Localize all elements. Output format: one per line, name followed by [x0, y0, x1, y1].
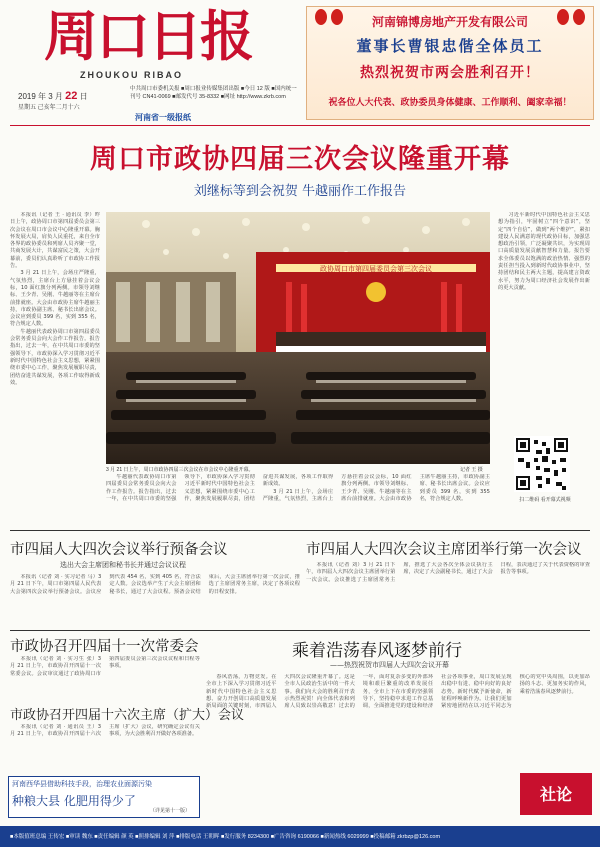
photo-credit: 记者 王 摄 — [460, 467, 483, 473]
divider — [10, 630, 590, 631]
divider — [10, 530, 590, 531]
promo-banner-title: 种粮大县 化肥用得少了 — [12, 794, 136, 808]
conference-hall-photo — [106, 212, 490, 464]
lead-subhead: 刘继标等到会祝贺 牛越丽作工作报告 — [193, 184, 407, 199]
ad-company: 河南锦博房地产开发有限公司 — [371, 15, 528, 29]
editorial-title[interactable]: 乘着浩荡春风逐梦前行 — [292, 641, 462, 661]
divider — [10, 125, 590, 126]
story-subtitle: 选出大会主席团和秘书长并通过会议议程 — [60, 561, 186, 569]
editorial-label: 社论 — [540, 785, 573, 804]
masthead-issue: 星期五 己亥年二月十六 — [18, 105, 80, 111]
date-day: 22 — [65, 90, 78, 102]
editorial-subtitle: ——热烈祝贺市四届人大四次会议开幕 — [330, 661, 449, 669]
story-body: 本报讯（记者 刘 · 实习记者 马）3 月 21 日下午，周口市第四届人民代表大会第四次会议举行预备会议。会议应到代表 454 名，实到 405 名，符合法定人数。会议选举产生了大会主席团和秘书长，通过了大会议程。预备会议结束后，大会主席团举行第一次会议，推选了主席团常务主席，决定了各项议程的日程安排。 — [10, 574, 300, 595]
story-title[interactable]: 市四届人大四次会议举行预备会议 — [10, 542, 228, 558]
masthead-badge: 河南省一级报纸 — [135, 113, 191, 122]
date-prefix: 2019 年 3 月 — [18, 92, 63, 101]
ad-line2: 热烈祝贺市两会胜利召开！ — [360, 65, 540, 81]
lead-headline[interactable]: 周口市政协四届三次会议隆重开幕 — [90, 144, 510, 175]
lead-story-continuation: 牛越丽代表政协周口市第四届委员会常务委员会向大会作工作报告。报告指出，过去一年，在中共周口市委的坚强领导下，市政协深入学习贯彻习近平新时代中国特色社会主义思想，紧紧围绕市委中心工作，聚焦发展履职尽责，团结奋进共谋发展，各项工作取得新成效。 3 月 21 日上午，会场庄严隆重，气氛热烈，主席台上方悬挂着会议会标，10 面红旗分列两侧。市领导刘继标、王少青、吴刚、牛越丽等在主席台前排就座。大会由市政协主席牛越丽主持，市政协副主席、秘书长出席会议。会议应到委员 399 名，实到 355 名，符合规定人数。 — [106, 474, 490, 502]
promo-banner-line1: 河南西华县借助科技手段，治理农业面源污染 — [12, 780, 152, 788]
advertisement[interactable] — [306, 6, 594, 120]
masthead-pinyin: ZHOUKOU RIBAO — [80, 70, 183, 80]
qr-code-icon[interactable] — [514, 436, 570, 492]
editorial-body: 春风浩荡，万物竞发。在全市上下深入学习贯彻习近平新时代中国特色社会主义思想、奋力开创周口高质量发展新局面的关键时刻，市四届人大四次会议隆重开幕了。这是全市人民政治生活中的一件大事。我们向大会的胜利召开表示热烈祝贺！向全体代表和列席人员致以崇高敬意！过去的一年，面对复杂多变的外部环境和艰巨繁重的改革发展任务，全市上下在市委的坚强领导下，坚持稳中求进工作总基调，全面推进党的建设和经济社会各项事业，周口发展呈现出稳中有进、稳中向好的良好态势。新时代赋予新使命，新征程呼唤新作为。让我们更加紧密地团结在以习近平同志为核心的党中央周围，以更加昂扬的斗志、更加务实的作风，乘着浩荡春风逐梦前行。 — [206, 674, 590, 710]
masthead-date — [18, 90, 88, 102]
lead-story-column: 本报讯（记者 王 · 通讯员 李）昨日上午，政协周口市第四届委员会第三次会议在周口市会议中心隆重开幕。胸怀发展大局，肩负人民重托，来自全市各界的政协委员和列席人员齐聚一堂，共商发展大计，共谋富民之策，大会开幕前，委员们认真聆听了市政协工作报告。 3 月 21 日上午，会场庄严隆重，气氛热烈，主席台上方悬挂着会议会标，10 面红旗分列两侧。市领导刘继标、王少青、吴刚、牛越丽等在主席台前排就座。大会由市政协主席牛越丽主持，市政协副主席、秘书长出席会议。会议应到委员 399 名，实到 355 名，符合规定人数。 牛越丽代表政协周口市第四届委员会常务委员会向大会作工作报告。报告指出，过去一年，在中共周口市委的坚强领导下，市政协深入学习贯彻习近平新时代中国特色社会主义思想，紧紧围绕市委中心工作，聚焦发展履职尽责，团结奋进共谋发展，各项工作取得新成效。 — [10, 212, 100, 386]
story-title[interactable]: 市政协召开四届十六次主席（扩大）会议 — [10, 708, 245, 723]
story-title[interactable]: 市四届人大四次会议主席团举行第一次会议 — [306, 542, 582, 558]
story-body: 本报讯（记者 刘 · 实习生 张）3 月 21 日上午，市政协召开四届十一次常委会议。会议审议通过了政协周口市第四届委员会第三次会议议程和日程等事项。 — [10, 656, 200, 677]
qr-caption: 扫二维码 看开幕式视频 — [519, 497, 571, 503]
ad-line3: 祝各位人大代表、政协委员身体健康、工作顺利、阖家幸福！ — [328, 97, 572, 107]
stage-banner: 政协周口市第四届委员会第三次会议 — [320, 265, 432, 273]
story-title[interactable]: 市政协召开四届十一次常委会 — [10, 639, 199, 655]
date-suffix: 日 — [79, 92, 88, 101]
masthead-title: 周口日报 — [44, 4, 252, 68]
photo-caption: 3 月 21 日上午，周口市政协四届三次会议在市会议中心隆重开幕。 — [106, 467, 254, 473]
story-body: 本报讯（记者 刘）3 月 21 日下午，市四届人大四次会议主席团举行第一次会议。会议推选了主席团常务主席，推选了大会各次全体会议执行主席，决定了大会副秘书长，通过了大会日程，表决通过了关于代表资格的审查报告等事项。 — [306, 562, 590, 583]
story-body: 本报讯（记者 刘 · 通讯员 王）3 月 21 日上午，市政协召开四届十六次主席（扩大）会议，研究确定会议有关事项，为大会胜利召开做好各项准备。 — [10, 724, 200, 738]
masthead-publisher-info: 中共周口市委机关报 ■周口报业传媒集团出版 ■今日 12 版 ■国内统一刊号 CN41-0069 ■邮发代号 35-8332 ■网址 http://www.zkrb.com — [130, 86, 297, 100]
footer-text: ■本版值班总编 王传宏 ■审读 魏东 ■责任编辑 颜 英 ■照排编辑 刘 萍 ■排版电话 王朝晖 ■发行服务 8234300 ■广告咨询 6190066 ■新闻热线 6029999 ■投稿邮箱 zkrbzp@126.com — [10, 834, 441, 840]
ad-line1: 董事长曹银忠偕全体员工 — [356, 37, 544, 55]
lead-photo[interactable] — [106, 212, 490, 464]
promo-banner-ref: （详见第十一版） — [150, 808, 191, 814]
lead-story-right-column: 习近平新时代中国特色社会主义思想为指引，牢固树立“四个意识”，坚定“四个自信”，做到“两个维护”，紧扣建设人民满意的现代政协目标，加强思想政治引领，广泛凝聚共识，为实现周口高质量发展贡献智慧和力量。报告要求全体委员以饱满的政治热情、强烈的责任担当投入到新时代政协事业中，坚持团结和民主两大主题，提高建言资政水平，努力为周口经济社会发展作出新的更大贡献。 — [498, 212, 590, 291]
